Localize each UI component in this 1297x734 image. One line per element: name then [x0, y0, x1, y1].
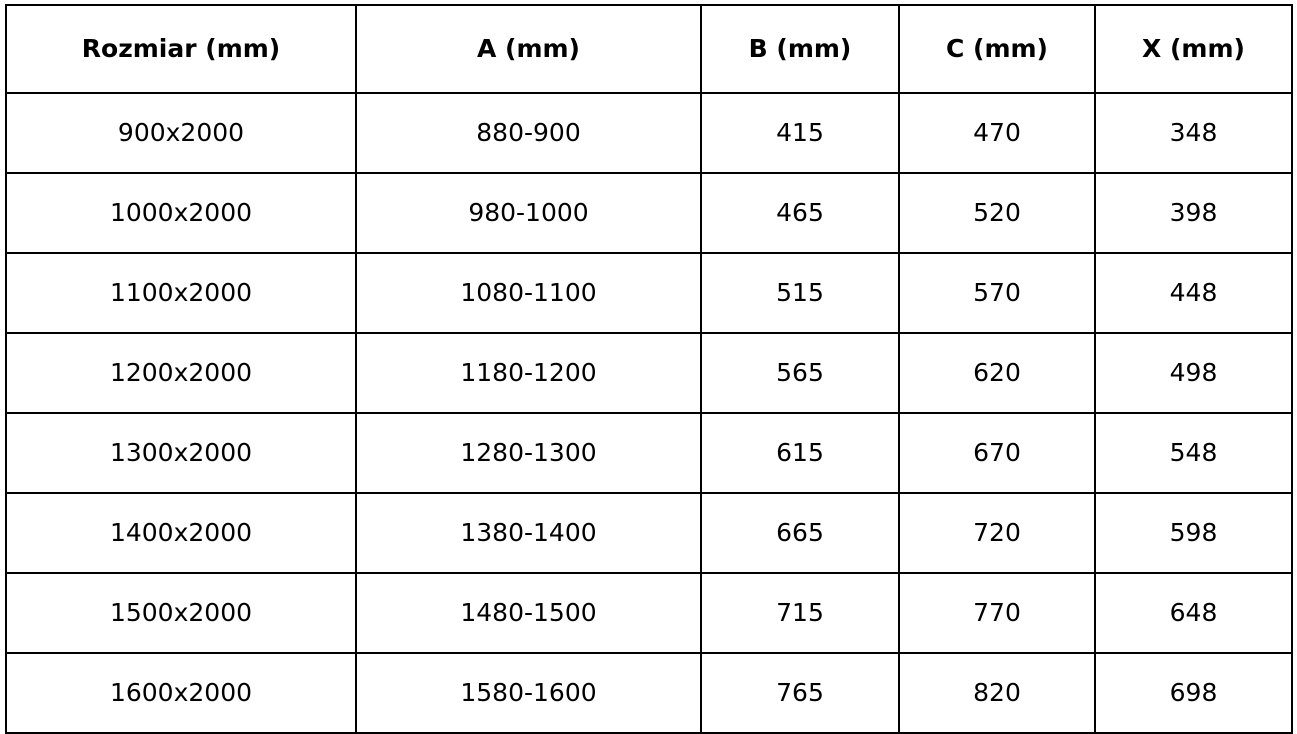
- table-row: [6, 413, 1292, 493]
- cell-c: 570: [899, 253, 1095, 333]
- cell-x: 498: [1095, 333, 1292, 413]
- column-header-b: B (mm): [701, 5, 899, 93]
- cell-b: 765: [701, 653, 899, 733]
- cell-size: 1500x2000: [6, 573, 356, 653]
- cell-a: 1080-1100: [356, 253, 701, 333]
- cell-x: 448: [1095, 253, 1292, 333]
- cell-c: 670: [899, 413, 1095, 493]
- cell-c: 520: [899, 173, 1095, 253]
- cell-b: 415: [701, 93, 899, 173]
- cell-size: 900x2000: [6, 93, 356, 173]
- cell-x: 348: [1095, 93, 1292, 173]
- cell-b: 465: [701, 173, 899, 253]
- cell-x: 598: [1095, 493, 1292, 573]
- cell-x: 698: [1095, 653, 1292, 733]
- cell-size: 1600x2000: [6, 653, 356, 733]
- table-header: [6, 5, 1292, 93]
- cell-x: 648: [1095, 573, 1292, 653]
- cell-size: 1200x2000: [6, 333, 356, 413]
- cell-a: 1380-1400: [356, 493, 701, 573]
- table-header-row: [6, 5, 1292, 93]
- column-header-rozmiar: Rozmiar (mm): [6, 5, 356, 93]
- cell-c: 720: [899, 493, 1095, 573]
- cell-size: 1100x2000: [6, 253, 356, 333]
- cell-x: 548: [1095, 413, 1292, 493]
- table-row: [6, 253, 1292, 333]
- cell-a: 1580-1600: [356, 653, 701, 733]
- cell-x: 398: [1095, 173, 1292, 253]
- cell-c: 620: [899, 333, 1095, 413]
- table-row: [6, 493, 1292, 573]
- cell-a: 1280-1300: [356, 413, 701, 493]
- cell-a: 1480-1500: [356, 573, 701, 653]
- column-header-c: C (mm): [899, 5, 1095, 93]
- table-row: [6, 333, 1292, 413]
- cell-a: 980-1000: [356, 173, 701, 253]
- cell-b: 565: [701, 333, 899, 413]
- table-row: [6, 573, 1292, 653]
- cell-c: 770: [899, 573, 1095, 653]
- cell-b: 515: [701, 253, 899, 333]
- cell-a: 1180-1200: [356, 333, 701, 413]
- document-sheet: [0, 4, 1297, 723]
- cell-size: 1000x2000: [6, 173, 356, 253]
- table-row: [6, 653, 1292, 733]
- size-specification-table: [5, 4, 1293, 734]
- cell-b: 715: [701, 573, 899, 653]
- cell-size: 1400x2000: [6, 493, 356, 573]
- column-header-a: A (mm): [356, 5, 701, 93]
- cell-b: 615: [701, 413, 899, 493]
- column-header-x: X (mm): [1095, 5, 1292, 93]
- cell-size: 1300x2000: [6, 413, 356, 493]
- cell-a: 880-900: [356, 93, 701, 173]
- cell-b: 665: [701, 493, 899, 573]
- table-body: [6, 93, 1292, 733]
- table-row: [6, 93, 1292, 173]
- table-row: [6, 173, 1292, 253]
- cell-c: 470: [899, 93, 1095, 173]
- cell-c: 820: [899, 653, 1095, 733]
